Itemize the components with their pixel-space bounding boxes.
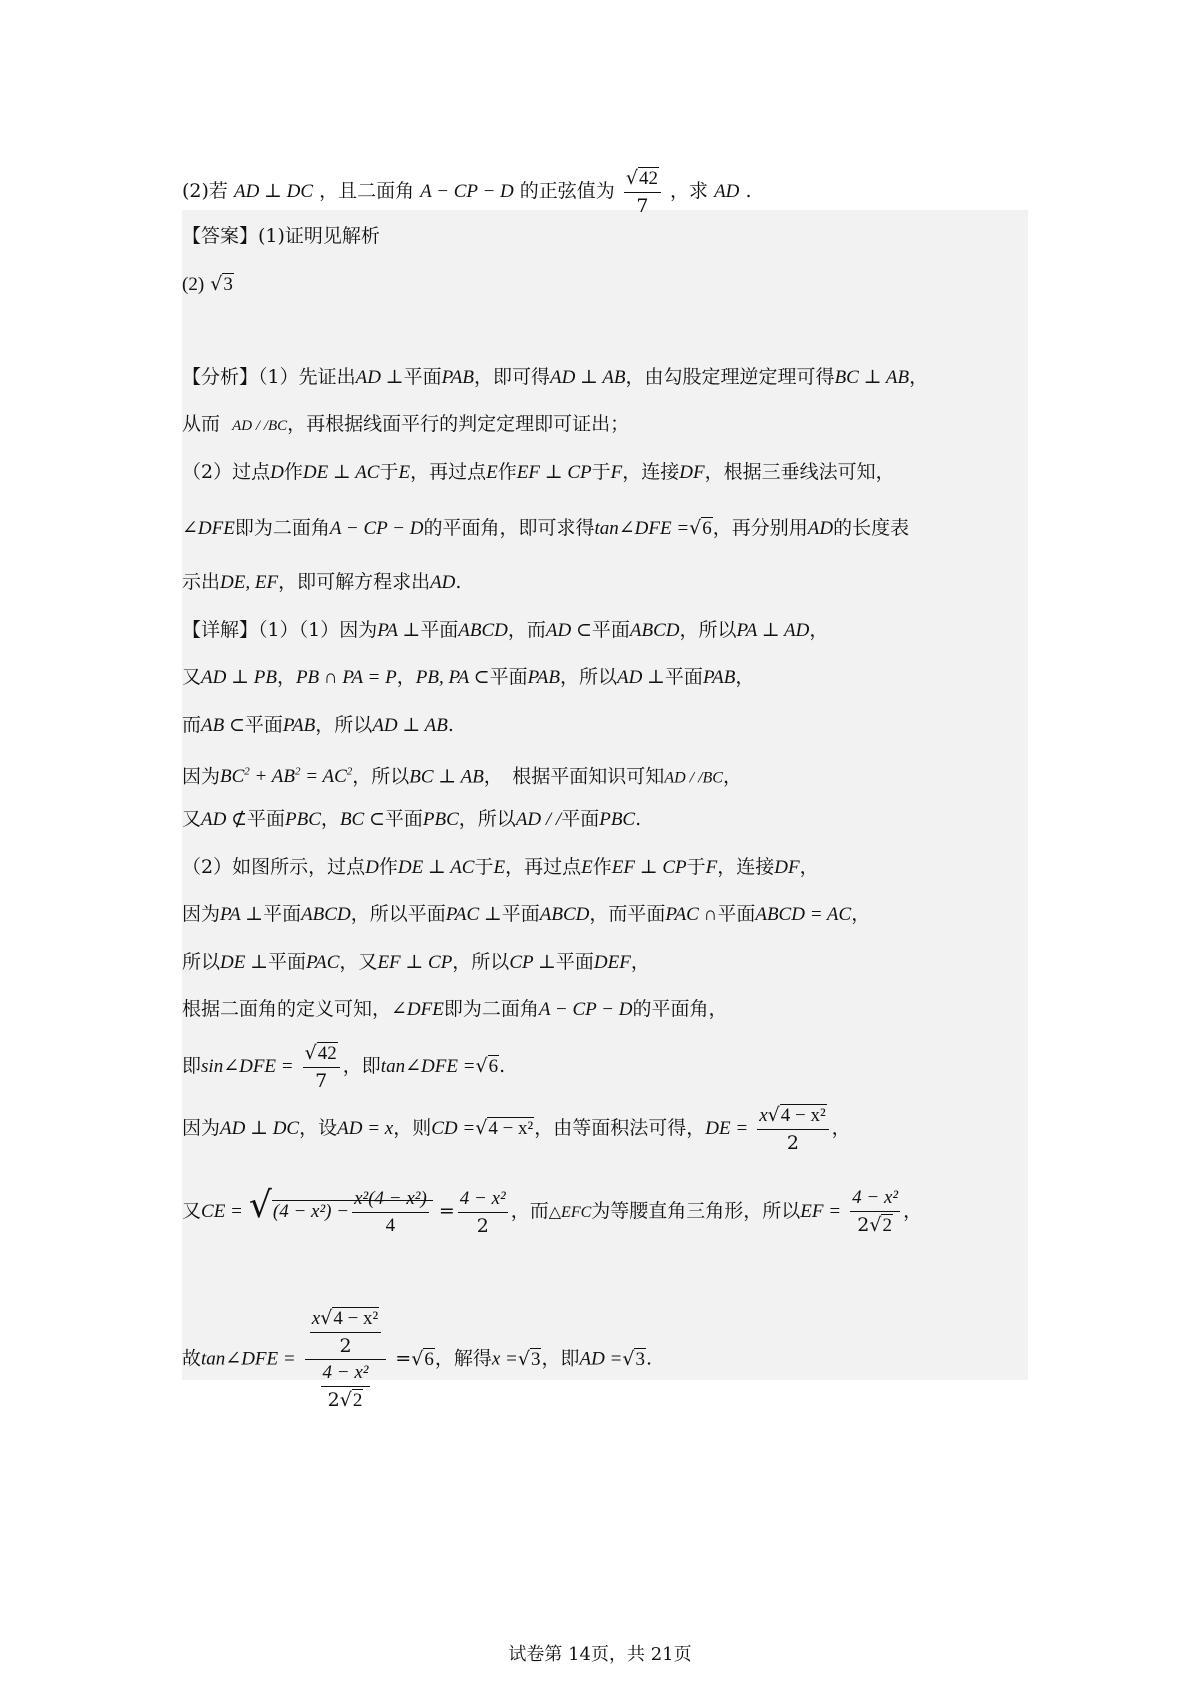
sqrt: √3 bbox=[210, 273, 233, 295]
detail-line-5: 又AD ⊄平面PBC，BC ⊂平面PBC，所以AD / /平面PBC. bbox=[182, 808, 642, 830]
answer-label: 【答案】 bbox=[182, 225, 259, 247]
detail-line-4: 因为$BC^2 + AB^2 = AC^2$，所以BC ⊥ AB， 根据平面知识可知AD / /BC， bbox=[182, 765, 742, 788]
detail-line-11: 因为AD ⊥ DC，设AD = x，则CD =√4 − x²，由等面积法可得，DE = $\frac{\text{x√4 − x²}}{2}$ ， bbox=[182, 1104, 851, 1154]
detail-line-9: 根据二面角的定义可知，∠DFE即为二面角A − CP − D的平面角， bbox=[182, 998, 728, 1020]
detail-line-13: 故tan∠DFE = $\frac{\frac{\text{x√4 − x²}}{2}}{\frac{\text{4 − x²}}{2√2}}$ =√6，解得x =√3，即AD =√3. bbox=[182, 1307, 653, 1411]
text: (2) bbox=[182, 274, 205, 295]
question-line bbox=[182, 165, 751, 219]
analysis-line-4: ∠DFE即为二面角A − CP − D的平面角，即可求得tan∠DFE =√6，再分别用AD的长度表 bbox=[182, 517, 910, 539]
detail-line-12: 又CE = √(4 − x²) − $\frac{\text{x²(4 − x²)}}{4}$ = $\frac{\text{4 − x²}}{2}$ ，而△EFC为等腰直角三角形，所以EF = $\frac{\text{4 − x²}}{2√2}$ ， bbox=[182, 1185, 923, 1237]
text: (2)若 bbox=[182, 180, 228, 202]
text: (1)证明见解析 bbox=[258, 225, 380, 247]
text: 的正弦值为 bbox=[519, 180, 615, 202]
detail-line-3: 而AB ⊂平面PAB，所以AD ⊥ AB. bbox=[182, 714, 454, 736]
analysis-line-5: 示出DE, EF，即可解方程求出AD. bbox=[182, 571, 462, 593]
detail-line-2: 又AD ⊥ PB，PB ∩ PA = P，PB, PA ⊂平面PAB，所以AD ⊥平面PAB， bbox=[182, 666, 755, 688]
math: A − CP − D bbox=[420, 181, 514, 202]
analysis-line-1: 【分析】（1）先证出AD ⊥平面PAB，即可得AD ⊥ AB，由勾股定理逆定理可得BC ⊥ AB， bbox=[182, 366, 929, 388]
detail-line-10: 即sin∠DFE = $\frac{√42}{7}$ ，即tan∠DFE =√6. bbox=[182, 1042, 506, 1092]
detail-line-6: （2）如图所示，过点D作DE ⊥ AC于E，再过点E作EF ⊥ CP于F，连接DF， bbox=[182, 856, 819, 878]
text: . bbox=[745, 180, 752, 202]
answer-line-1 bbox=[182, 222, 380, 250]
text: ，求 bbox=[670, 180, 709, 202]
math: AD ⊥ DC bbox=[233, 181, 314, 202]
answer-line-2 bbox=[182, 270, 234, 299]
text: ，且二面角 bbox=[319, 180, 415, 202]
detail-line-1: 【详解】（1）（1）因为PA ⊥平面ABCD，而AD ⊂平面ABCD，所以PA ⊥ AD， bbox=[182, 619, 829, 641]
detail-line-7: 因为PA ⊥平面ABCD，所以平面PAC ⊥平面ABCD，而平面PAC ∩平面ABCD = AC， bbox=[182, 903, 871, 925]
analysis-line-3: （2）过点D作DE ⊥ AC于E，再过点E作EF ⊥ CP于F，连接DF，根据三垂线法可知， bbox=[182, 461, 895, 483]
analysis-line-2: 从而 AD / /BC，再根据线面平行的判定定理即可证出； bbox=[182, 413, 630, 435]
math: AD bbox=[714, 181, 740, 202]
fraction: $\frac{√42}{7}$ bbox=[624, 165, 661, 219]
detail-line-8: 所以DE ⊥平面PAC，又EF ⊥ CP，所以CP ⊥平面DEF， bbox=[182, 951, 650, 973]
page-footer: 试卷第 14页，共 21页 bbox=[508, 1644, 692, 1665]
